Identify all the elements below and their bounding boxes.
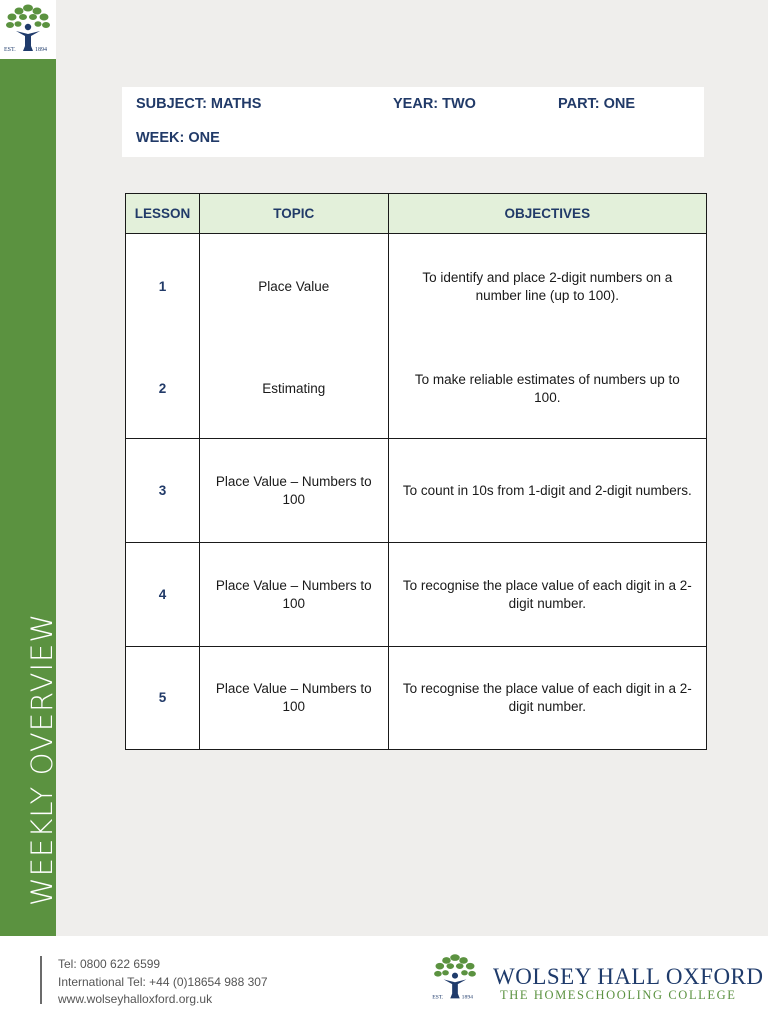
subject-label: SUBJECT: MATHS [136, 96, 262, 112]
year-label: YEAR: TWO [393, 96, 476, 112]
footer-tree-logo-icon [424, 950, 486, 1006]
brand-name: WOLSEY HALL OXFORD [493, 964, 764, 989]
lesson-header: LESSON [126, 194, 200, 234]
lesson-table [125, 193, 707, 750]
sidebar-title: WEEKLY OVERVIEW [25, 612, 59, 906]
footer-logo-year: 1894 [461, 994, 474, 1001]
table-row [126, 234, 707, 341]
week-label: WEEK: ONE [136, 130, 220, 146]
logo-est: EST. [4, 47, 16, 53]
table-row [126, 439, 707, 543]
lesson-topic: Place Value – Numbers to 100 [199, 439, 388, 543]
lesson-number: 3 [126, 439, 200, 543]
footer-divider [40, 956, 42, 1004]
objectives-header: OBJECTIVES [388, 194, 706, 234]
footer-intl-tel: International Tel: +44 (0)18654 988 307 [58, 974, 268, 989]
lesson-topic: Estimating [199, 341, 388, 439]
table-row [126, 341, 707, 439]
brand-tagline: THE HOMESCHOOLING COLLEGE [500, 988, 737, 1002]
topic-header: TOPIC [199, 194, 388, 234]
lesson-objective: To count in 10s from 1-digit and 2-digit numbers. [388, 439, 706, 543]
footer-website-link[interactable]: www.wolseyhalloxford.org.uk [58, 992, 213, 1006]
logo-year: 1894 [35, 47, 47, 53]
lesson-objective: To identify and place 2-digit numbers on a number line (up to 100). [388, 234, 706, 341]
lesson-objective: To recognise the place value of each digit in a 2-digit number. [388, 543, 706, 647]
sidebar [0, 59, 59, 936]
lesson-number: 1 [126, 234, 200, 341]
header-box [122, 87, 704, 157]
lesson-topic: Place Value – Numbers to 100 [199, 543, 388, 647]
lesson-number: 5 [126, 647, 200, 750]
part-label: PART: ONE [558, 96, 636, 112]
lesson-number: 2 [126, 341, 200, 439]
table-header-row [126, 194, 707, 234]
footer-contact [58, 956, 268, 1009]
lesson-topic: Place Value – Numbers to 100 [199, 647, 388, 750]
table-row [126, 543, 707, 647]
lesson-objective: To recognise the place value of each digit in a 2-digit number. [388, 647, 706, 750]
tree-logo-icon [0, 0, 56, 59]
footer-logo-est: EST. [432, 994, 444, 1001]
lesson-number: 4 [126, 543, 200, 647]
footer-tel: Tel: 0800 622 6599 [58, 957, 161, 971]
lesson-objective: To make reliable estimates of numbers up to 100. [388, 341, 706, 439]
table-row [126, 647, 707, 750]
footer [0, 936, 768, 1024]
lesson-topic: Place Value [199, 234, 388, 341]
school-logo [0, 0, 56, 59]
